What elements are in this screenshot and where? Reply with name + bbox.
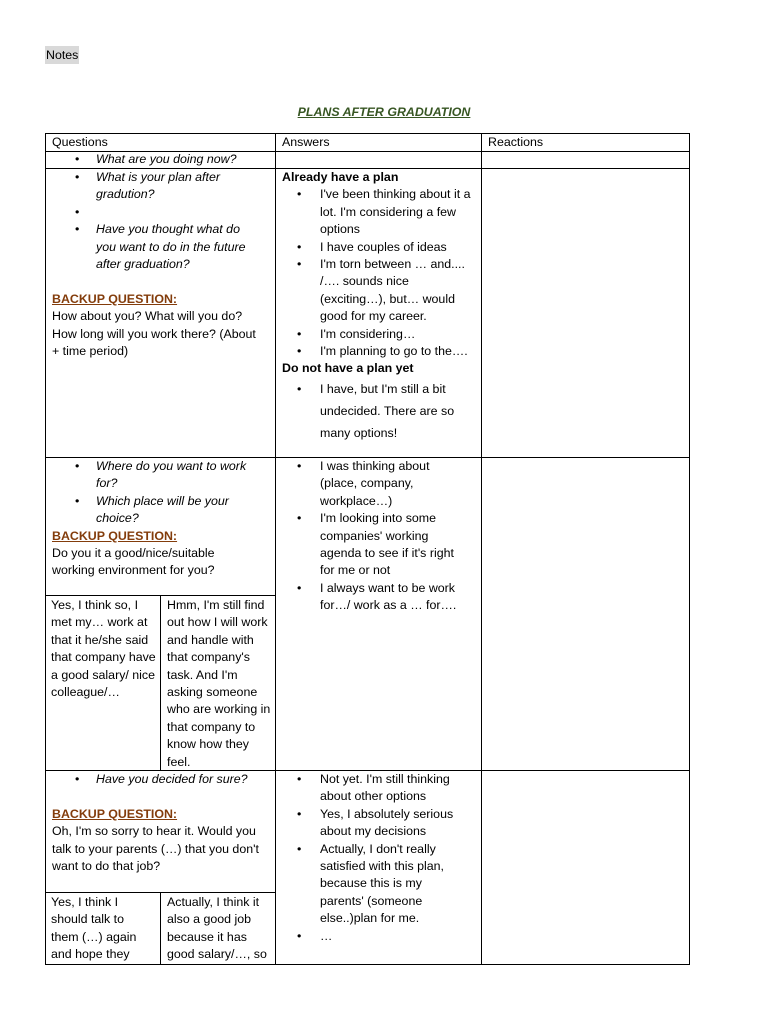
answer-item: • I'm planning to go to the…. bbox=[275, 343, 471, 360]
spacer bbox=[45, 204, 257, 221]
column-divider bbox=[481, 133, 482, 965]
backup-question-text: Do you it a good/nice/suitable working environment for you? bbox=[52, 546, 215, 578]
row1-question-cell bbox=[45, 151, 275, 168]
answers-heading: Do not have a plan yet bbox=[282, 361, 414, 376]
row3-question-cell bbox=[45, 458, 275, 580]
row3-sub-left: Yes, I think so, I met my… work at that it he/she said that company have a good salary/ nice colleague/… bbox=[51, 598, 156, 700]
row3-answer-cell bbox=[275, 458, 481, 615]
backup-question-text: Oh, I'm so sorry to hear it. Would you talk to your parents (…) that you don't want to do that job? bbox=[52, 824, 259, 874]
answer-item: • I was thinking about (place, company, workplace…) bbox=[275, 458, 467, 510]
question-item: • Have you decided for sure? bbox=[45, 771, 275, 788]
table-border-right bbox=[689, 133, 690, 965]
row4-sub-right: Actually, I think it also a good job because it has good salary/…, so bbox=[167, 895, 267, 962]
answer-item: • I've been thinking about it a lot. I'm considering a few options bbox=[275, 186, 471, 238]
row2-answer-cell bbox=[275, 169, 481, 444]
table-border-bottom bbox=[45, 964, 690, 965]
header-answers: Answers bbox=[282, 135, 330, 149]
table-border-top bbox=[45, 133, 690, 134]
row4-answer-cell bbox=[275, 771, 481, 945]
answer-item: • I'm looking into some companies' working agenda to see if it's right for me or not bbox=[275, 510, 467, 580]
row4-sub-left: Yes, I think I should talk to them (…) again and hope they bbox=[51, 895, 137, 962]
backup-question-text: How about you? What will you do? How long will you work there? (About + time period) bbox=[52, 309, 256, 359]
answer-item: • I'm torn between … and.... /…. sounds nice (exciting…), but… would good for my career. bbox=[275, 256, 471, 326]
spacer bbox=[45, 273, 275, 290]
spacer bbox=[45, 788, 275, 805]
question-item: • What is your plan after gradution? bbox=[45, 169, 257, 204]
question-item: • Where do you want to work for? bbox=[45, 458, 263, 493]
plans-table bbox=[45, 133, 690, 965]
backup-question-label: BACKUP QUESTION: bbox=[52, 806, 178, 821]
answer-item: • Yes, I absolutely serious about my decisions bbox=[275, 806, 469, 841]
answer-item: • I have couples of ideas bbox=[275, 239, 471, 256]
header-reactions: Reactions bbox=[488, 135, 544, 149]
page-title: PLANS AFTER GRADUATION bbox=[297, 105, 471, 119]
row4-question-cell bbox=[45, 771, 275, 875]
backup-question-label: BACKUP QUESTION: bbox=[52, 291, 178, 306]
answer-item: • Not yet. I'm still thinking about other options bbox=[275, 771, 469, 806]
question-item: • What are you doing now? bbox=[45, 151, 275, 168]
header-questions: Questions bbox=[52, 135, 108, 149]
notes-label: Notes bbox=[46, 48, 79, 62]
answer-item: • Actually, I don't really satisfied with this plan, because this is my parents' (someone else..)plan for me. bbox=[275, 841, 469, 928]
answers-heading: Already have a plan bbox=[282, 170, 399, 184]
answer-item: • I'm considering… bbox=[275, 326, 471, 343]
row3-sub-right: Hmm, I'm still find out how I will work and handle with that company's task. And I'm asking someone who are working in that company to know how they feel. bbox=[167, 598, 271, 769]
answer-item: • … bbox=[275, 928, 469, 945]
answer-item: • I have, but I'm still a bit undecided. There are so many options! bbox=[275, 378, 475, 444]
question-item: • Have you thought what do you want to do in the future after graduation? bbox=[45, 221, 257, 273]
row2-question-cell bbox=[45, 169, 275, 360]
question-item: • Which place will be your choice? bbox=[45, 493, 263, 528]
backup-question-label: BACKUP QUESTION: bbox=[52, 528, 178, 543]
answer-item: • I always want to be work for…/ work as a … for…. bbox=[275, 580, 467, 615]
